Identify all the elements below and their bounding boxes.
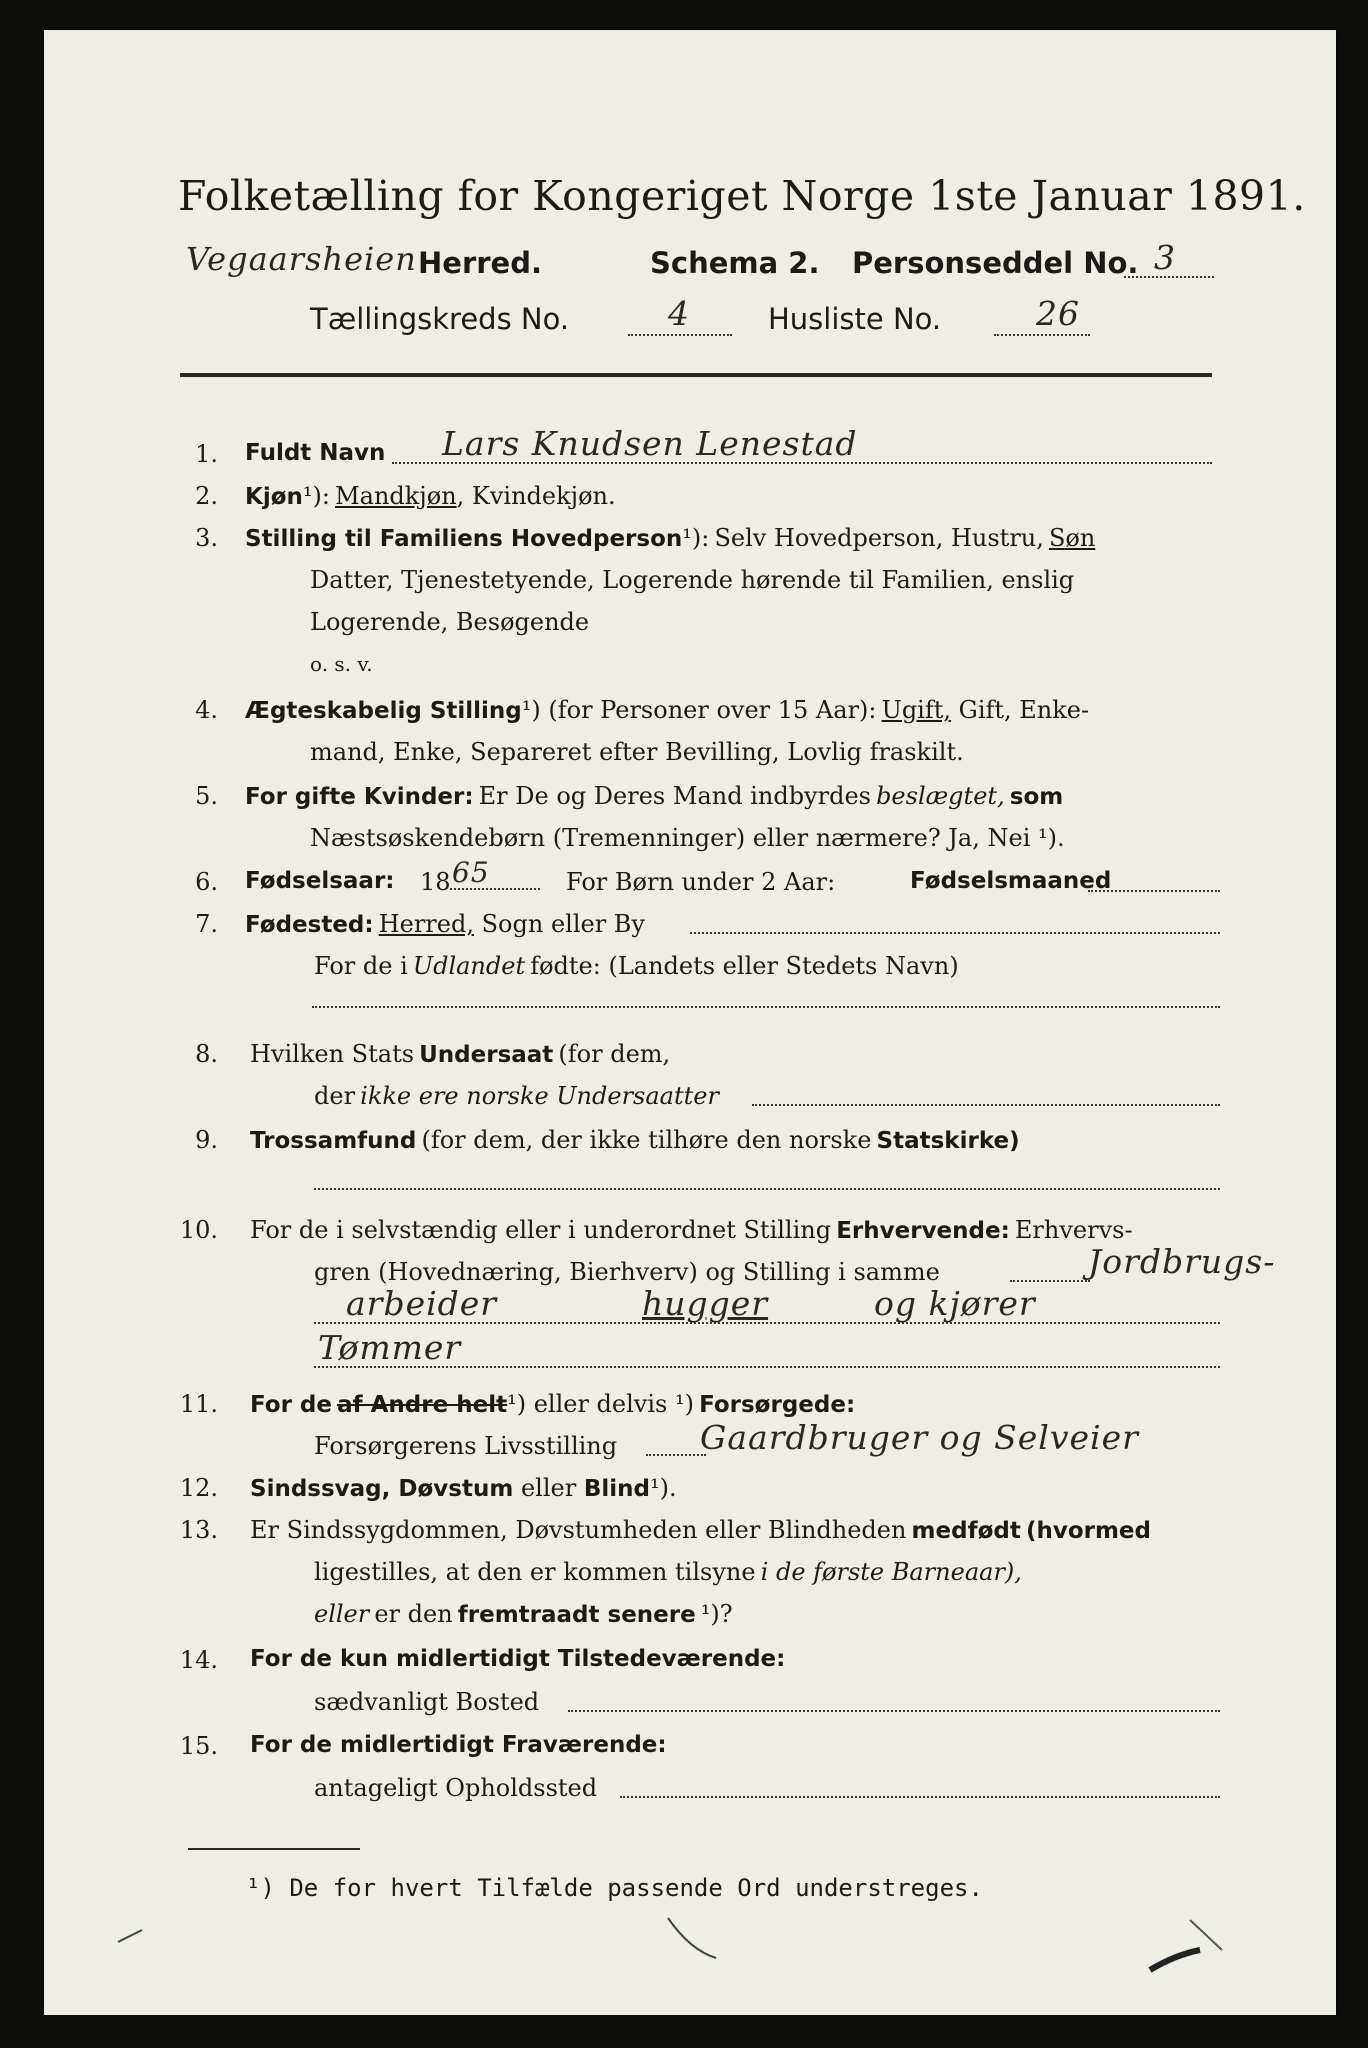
item-number: 4. (195, 696, 218, 724)
item-number: 9. (195, 1126, 218, 1154)
item-number: 5. (195, 782, 218, 810)
occupation-label: Erhvervende: (836, 1218, 1010, 1244)
family-position-options: Selv Hovedperson, Hustru, (714, 524, 1044, 552)
item-number: 11. (179, 1390, 218, 1418)
occupation-text-2: gren (Hovednæring, Bierhverv) og Stilling i samme (314, 1258, 940, 1286)
birth-year-value: 65 (452, 856, 490, 889)
footnote-marker: ¹): (302, 482, 330, 510)
provider-occupation-value: Gaardbruger og Selveier (700, 1418, 1139, 1457)
form-title: Folketælling for Kongeriget Norge 1ste Januar 1891. (178, 172, 1306, 220)
occupation-value-2: arbeider (346, 1284, 498, 1323)
marital-status-label: Ægteskabelig Stilling (245, 698, 522, 724)
family-position-son: Søn (1048, 524, 1096, 552)
married-women-som: som (1009, 784, 1064, 810)
marital-status-condition: ¹) (for Personer over 15 Aar): (521, 696, 877, 724)
footnote-text: ¹) De for hvert Tilfælde passende Ord understreges. (246, 1874, 983, 1902)
disability-label: Sindssvag, Døvstum (250, 1476, 514, 1502)
full-name-label: Fuldt Navn (245, 440, 386, 466)
citizenship-not-norwegian: ikke ere norske Undersaatter (360, 1082, 719, 1110)
dependents-fully: af Andre helt (337, 1392, 508, 1418)
husliste-label: Husliste No. (768, 302, 942, 336)
birthplace-label: Fødested: (245, 912, 374, 938)
dependents-label: Forsørgede: (699, 1392, 856, 1418)
herred-label: Herred. (418, 246, 542, 280)
birthplace-options: Sogn eller By (473, 910, 645, 938)
birth-month-condition: For Børn under 2 Aar: (566, 868, 836, 896)
congenital-later: fremtraadt senere (457, 1602, 696, 1628)
probable-residence-label: antageligt Opholdssted (314, 1774, 598, 1802)
full-name-value: Lars Knudsen Lenestad (442, 424, 858, 463)
married-women-question: Er De og Deres Mand indbyrdes (478, 782, 871, 810)
item-number: 13. (179, 1516, 218, 1544)
married-women-related: beslægtet, (876, 782, 1005, 810)
footnote-marker: ¹): (682, 524, 710, 552)
item-number: 7. (195, 910, 218, 938)
item-number: 2. (195, 482, 218, 510)
item-number: 1. (195, 440, 218, 468)
occupation-value-5: Tømmer (318, 1328, 462, 1367)
married-women-label: For gifte Kvinder: (245, 784, 474, 810)
religion-state-church: Statskirke) (876, 1128, 1020, 1154)
citizenship-label: Undersaat (419, 1042, 554, 1068)
marital-status-options: Gift, Enke- (951, 696, 1090, 724)
married-women-question-2: Næstsøskendebørn (Tremenninger) eller nærmere? Ja, Nei ¹). (310, 824, 1065, 852)
disability-or: eller (513, 1474, 584, 1502)
herred-value: Vegaarsheien (186, 240, 417, 278)
family-position-etc: o. s. v. (310, 652, 373, 676)
family-position-label: Stilling til Familiens Hovedperson (245, 526, 683, 552)
occupation-text: For de i selvstændig eller i underordnet Stilling (250, 1216, 832, 1244)
congenital-childhood: i de første Barneaar), (760, 1558, 1022, 1586)
family-position-options-2: Datter, Tjenestetyende, Logerende hørende til Familien, enslig (310, 566, 1075, 594)
personseddel-value: 3 (1154, 238, 1176, 277)
item-number: 14. (179, 1646, 218, 1674)
kreds-value: 4 (668, 294, 690, 333)
religion-condition: (for dem, der ikke tilhøre den norske (421, 1126, 872, 1154)
gender-option-male: Mandkjøn (335, 482, 457, 510)
religion-label: Trossamfund (250, 1128, 417, 1154)
congenital-label: medfødt (911, 1518, 1021, 1544)
personseddel-label: Personseddel No. (852, 246, 1139, 280)
citizenship-condition: (for dem, (558, 1040, 671, 1068)
marital-status-unmarried: Ugift, (881, 696, 952, 724)
citizenship-der: der (314, 1082, 356, 1110)
provider-occupation-label: Forsørgerens Livsstilling (314, 1432, 618, 1460)
schema-label: Schema 2. (650, 246, 820, 280)
occupation-branch: Erhvervs- (1014, 1216, 1133, 1244)
footnote-marker: ¹)? (700, 1600, 733, 1628)
foreign-birth-prefix: For de i (314, 952, 408, 980)
family-position-options-3: Logerende, Besøgende (310, 608, 590, 636)
dependents-partly: ¹) eller delvis ¹) (507, 1390, 694, 1418)
congenital-hvormed: (hvormed (1025, 1518, 1151, 1544)
congenital-text-3: er den (374, 1600, 453, 1628)
item-number: 12. (179, 1474, 218, 1502)
temporary-present-label: For de kun midlertidigt Tilstedeværende: (250, 1646, 786, 1672)
footnote-marker: ¹). (649, 1474, 677, 1502)
foreign-birth-abroad: Udlandet (412, 952, 526, 980)
congenital-text: Er Sindssygdommen, Døvstumheden eller Blindheden (250, 1516, 907, 1544)
dependents-for: For de (250, 1392, 332, 1418)
item-number: 3. (195, 524, 218, 552)
item-number: 10. (179, 1216, 218, 1244)
disability-blind: Blind (583, 1476, 650, 1502)
kreds-label: Tællingskreds No. (310, 302, 570, 336)
birth-year-prefix: 18 (420, 868, 451, 896)
item-number: 8. (195, 1040, 218, 1068)
usual-residence-label: sædvanligt Bosted (314, 1688, 540, 1716)
marital-status-options-2: mand, Enke, Separeret efter Bevilling, Lovlig fraskilt. (310, 738, 964, 766)
item-number: 15. (179, 1732, 218, 1760)
temporary-absent-label: For de midlertidigt Fraværende: (250, 1732, 667, 1758)
citizenship-text: Hvilken Stats (250, 1040, 415, 1068)
occupation-value-1: Jordbrugs- (1088, 1242, 1276, 1281)
occupation-value-4: og kjører (874, 1284, 1036, 1323)
birth-month-label: Fødselsmaaned (910, 868, 1112, 894)
item-number: 6. (195, 868, 218, 896)
congenital-text-2: ligestilles, at den er kommen tilsyne (314, 1558, 756, 1586)
gender-label: Kjøn (245, 484, 303, 510)
foreign-birth-text: fødte: (Landets eller Stedets Navn) (530, 952, 959, 980)
birthplace-herred: Herred, (378, 910, 474, 938)
husliste-value: 26 (1036, 294, 1080, 333)
birth-year-label: Fødselsaar: (245, 868, 395, 894)
congenital-or: eller (314, 1600, 370, 1628)
gender-options-rest: , Kvindekjøn. (456, 482, 616, 510)
occupation-value-3: hugger (642, 1284, 769, 1323)
